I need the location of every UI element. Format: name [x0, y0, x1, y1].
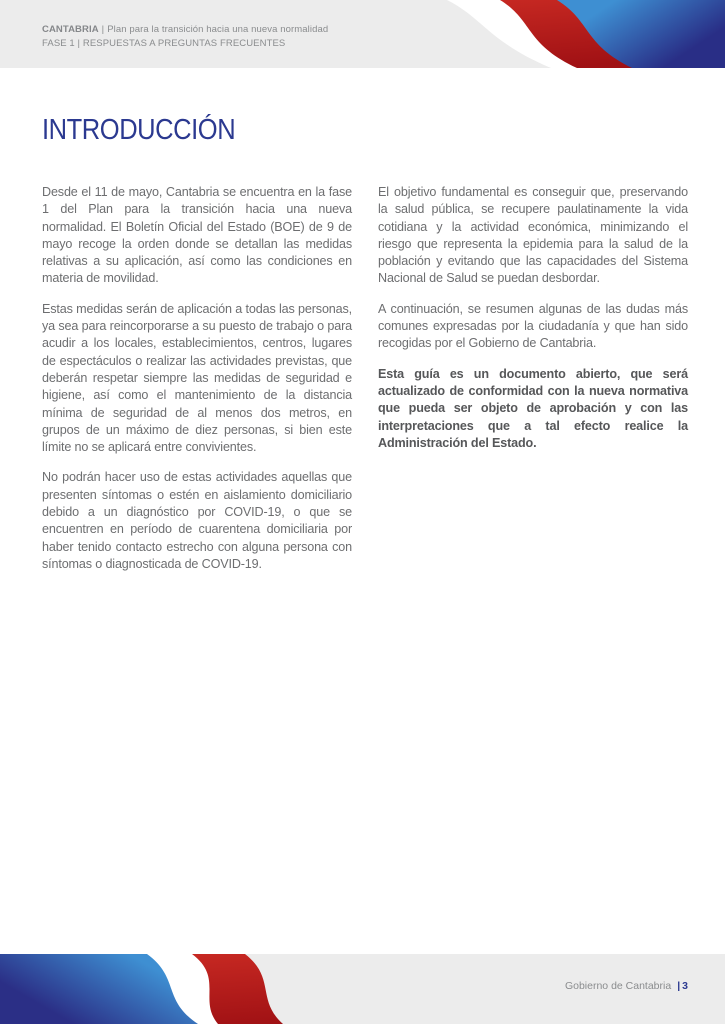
header-line-2: FASE 1 | RESPUESTAS A PREGUNTAS FRECUENTES	[42, 38, 286, 49]
paragraph: El objetivo fundamental es conseguir que, preservando la salud pública, se recupere paulatinamente la vida cotidiana y la actividad económica, minimizando el riesgo que representa la epidemia para la salud de la población y evitando que las capacidades del Sistema Nacional de Salud se puedan desbordar.	[378, 185, 688, 286]
header-band	[0, 0, 725, 68]
footer-band	[0, 954, 725, 1024]
header-separator: |	[101, 24, 105, 35]
wave-white-layer	[0, 954, 218, 1024]
header-brand: CANTABRIA	[42, 24, 99, 35]
wave-blue-layer	[557, 0, 725, 68]
paragraph: Desde el 11 de mayo, Cantabria se encuentra en la fase 1 del Plan para la transición hacia una nueva normalidad. El Boletín Oficial del Estado (BOE) de 9 de mayo recoge la orden donde se detallan las medidas relativas a su aplicación, así como las condiciones en materia de movilidad.	[42, 185, 352, 286]
paragraph: No podrán hacer uso de estas actividades aquellas que presenten síntomas o estén en aislamiento domiciliario debido a un diagnóstico por COVID-19, o que se encuentren en período de cuarentena domiciliaria por haber tenido contacto estrecho con alguna persona con síntomas o diagnosticada de COVID-19.	[42, 470, 352, 571]
header-line-1	[42, 23, 328, 37]
wave-red-layer	[500, 0, 725, 68]
wave-red-layer	[0, 954, 283, 1024]
page-number: 3	[682, 980, 688, 992]
header-wave-graphic	[425, 0, 725, 68]
footer-label: Gobierno de Cantabria	[564, 980, 672, 992]
page-title: INTRODUCCIÓN	[42, 114, 236, 146]
header-breadcrumb	[42, 23, 328, 51]
footer-separator: |	[677, 980, 681, 992]
footer-pagination	[565, 980, 688, 992]
wave-blue-layer	[0, 954, 198, 1024]
paragraph: Estas medidas serán de aplicación a todas las personas, ya sea para reincorporarse a su puesto de trabajo o para acudir a los locales, establecimientos, centros, lugares de espectáculos o realizar las actividades previstas, que deberán respetar siempre las medidas de seguridad e higiene, así como el mantenimiento de la distancia mínima de seguridad de al menos dos metros, en grupos de un máximo de diez personas, si bien este límite no se aplicará entre convivientes.	[42, 301, 352, 455]
header-subtitle: Plan para la transición hacia una nueva normalidad	[107, 24, 329, 35]
footer-wave-graphic	[0, 954, 300, 1024]
wave-white-layer	[447, 0, 725, 68]
paragraph-bold-note: Esta guía es un documento abierto, que será actualizado de conformidad con la nueva normativa que pueda ser objeto de aprobación y con las interpretaciones que a tal efecto realice la Administración del Estado.	[378, 366, 688, 450]
left-column	[42, 184, 352, 586]
body-columns	[42, 184, 688, 586]
right-column	[378, 184, 688, 586]
paragraph: A continuación, se resumen algunas de las dudas más comunes expresadas por la ciudadanía y que han sido recogidas por el Gobierno de Cantabria.	[378, 301, 688, 351]
